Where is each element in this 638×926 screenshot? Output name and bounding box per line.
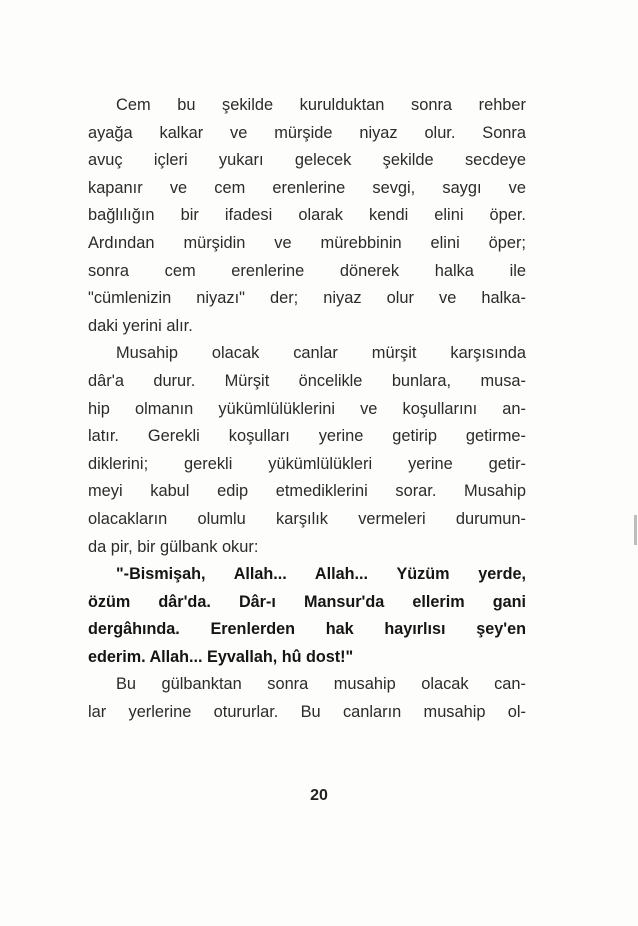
page-number: 20	[310, 787, 328, 804]
text-line: "cümlenizin niyazı" der; niyaz olur ve halka-	[88, 289, 526, 308]
prayer-line: özüm dâr'da. Dâr-ı Mansur'da ellerim gani	[88, 592, 526, 611]
text-line: sonra cem erenlerine dönerek halka ile	[88, 261, 526, 280]
prayer-line: ederim. Allah... Eyvallah, hû dost!"	[88, 647, 354, 666]
text-line: Cem bu şekilde kurulduktan sonra rehber	[116, 96, 526, 114]
prayer-line: dergâhında. Erenlerden hak hayırlısı şey'en	[88, 620, 526, 639]
text-line: ayağa kalkar ve mürşide niyaz olur. Sonra	[88, 123, 526, 142]
text-line: Bu gülbanktan sonra musahip olacak can-	[116, 675, 526, 694]
text-line: Musahip olacak canlar mürşit karşısında	[116, 344, 526, 363]
text-line: diklerini; gerekli yükümlülükleri yerine getir-	[88, 454, 526, 473]
body-text	[88, 92, 526, 727]
text-line: bağlılığın bir ifadesi olarak kendi elini öper.	[88, 206, 526, 225]
text-line: olacakların olumlu karşılık vermeleri durumun-	[88, 509, 526, 528]
text-line: daki yerini alır.	[88, 316, 193, 335]
prayer-line: "-Bismişah, Allah... Allah... Yüzüm yerde,	[116, 565, 526, 584]
paragraph-ritual-opening	[88, 92, 526, 340]
gulbank-prayer	[88, 561, 526, 671]
text-line: hip olmanın yükümlülüklerini ve koşullarını an-	[88, 399, 526, 418]
text-line: kapanır ve cem erenlerine sevgi, saygı ve	[88, 178, 526, 197]
text-line: Ardından mürşidin ve mürebbinin elini öper;	[88, 233, 526, 252]
text-line: avuç içleri yukarı gelecek şekilde secdeye	[88, 151, 526, 170]
text-line: lar yerlerine otururlar. Bu canların musahip ol-	[88, 703, 526, 722]
paragraph-after-gulbank	[88, 671, 526, 726]
scan-edge-mark	[634, 515, 637, 545]
text-line: dâr'a durur. Mürşit öncelikle bunlara, musa-	[88, 371, 526, 390]
text-line: latır. Gerekli koşulları yerine getirip getirme-	[88, 427, 526, 446]
paragraph-musahip	[88, 340, 526, 561]
text-line: meyi kabul edip etmediklerini sorar. Musahip	[88, 482, 526, 501]
text-line: da pir, bir gülbank okur:	[88, 537, 259, 556]
